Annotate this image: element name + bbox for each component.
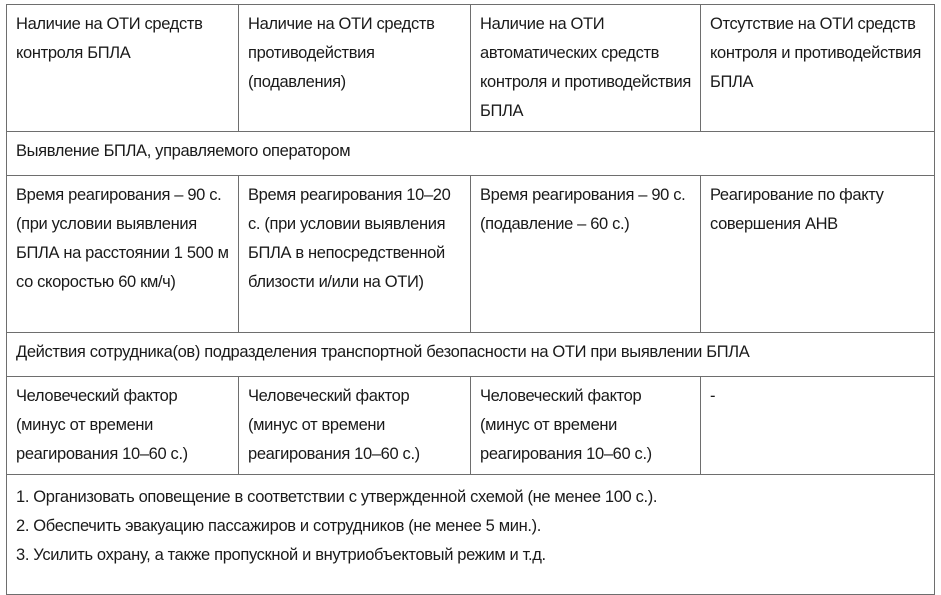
reaction-cell: Время реагирования – 90 с. (при условии выявления БПЛА на расстоянии 1 500 м со скоростью 60 км/ч) (7, 176, 239, 333)
header-row (7, 5, 935, 132)
table-row (7, 377, 935, 475)
note-item: 1. Организовать оповещение в соответствии с утвержденной схемой (не менее 100 с.). (16, 488, 658, 506)
human-factor-cell: Человеческий фактор (минус от времени реагирования 10–60 с.) (239, 377, 471, 475)
human-factor-cell: - (701, 377, 935, 475)
section-row (7, 333, 935, 377)
notes-cell (7, 475, 935, 595)
header-cell: Наличие на ОТИ средств контроля БПЛА (7, 5, 239, 132)
reaction-cell: Время реагирования 10–20 с. (при условии выявления БПЛА в непосредственной близости и/или на ОТИ) (239, 176, 471, 333)
header-cell: Отсутствие на ОТИ средств контроля и противодействия БПЛА (701, 5, 935, 132)
header-cell: Наличие на ОТИ автоматических средств контроля и противодействия БПЛА (471, 5, 701, 132)
note-item: 3. Усилить охрану, а также пропускной и внутриобъектовый режим и т.д. (16, 546, 546, 564)
human-factor-cell: Человеческий фактор (минус от времени реагирования 10–60 с.) (471, 377, 701, 475)
section-title: Действия сотрудника(ов) подразделения транспортной безопасности на ОТИ при выявлении БПЛА (7, 333, 935, 377)
header-cell: Наличие на ОТИ средств противодействия (подавления) (239, 5, 471, 132)
reaction-cell: Реагирование по факту совершения АНВ (701, 176, 935, 333)
uav-response-table (6, 4, 935, 595)
human-factor-cell: Человеческий фактор (минус от времени реагирования 10–60 с.) (7, 377, 239, 475)
reaction-cell: Время реагирования – 90 с. (подавление – 60 с.) (471, 176, 701, 333)
note-item: 2. Обеспечить эвакуацию пассажиров и сотрудников (не менее 5 мин.). (16, 517, 541, 535)
section-row (7, 132, 935, 176)
notes-row (7, 475, 935, 595)
section-title: Выявление БПЛА, управляемого оператором (7, 132, 935, 176)
table-row (7, 176, 935, 333)
